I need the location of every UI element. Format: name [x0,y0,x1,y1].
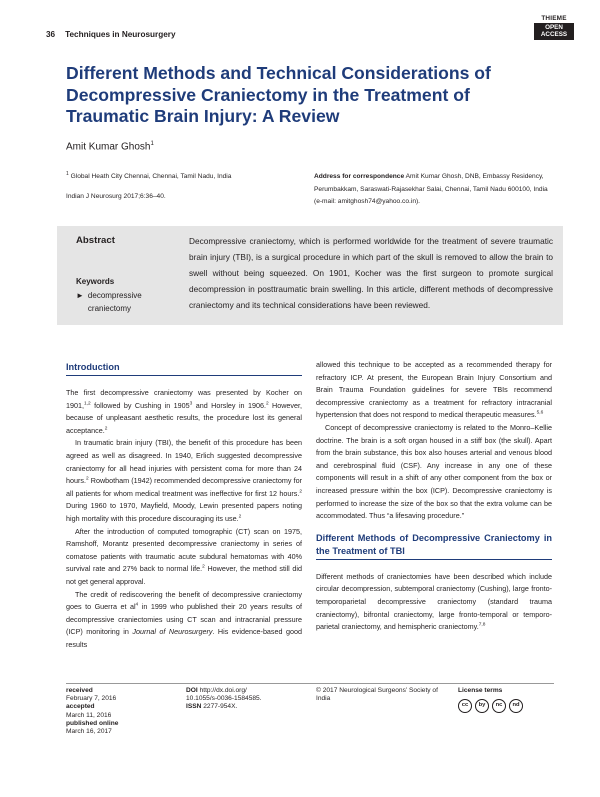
paragraph: In traumatic brain injury (TBI), the benefit of this procedure has been agreed as well as disagreed. In 1940, Erlich suggested decompressive craniectomy for all head injuries with persistent coma for more than 24 hours.$^2$ Rowbotham (1942) recommended decompressive craniectomy for all patients for whom medical treatment was ineffective for first 12 hours.$^2$ During 1960 to 1970, Mayfield, Moody, Lewin presented papers noting high mortality with this procedure discouraging its use.$^2$ [66,438,302,523]
paragraph: Different methods of craniectomies have been described which include circular decompression, subtemporal craniectomy (Cushing), large fronto-temporoparietal decompressive craniectomy (standard trauma craniectomy), bifrontal craniectomy, large fronto-temporal or temporo-parietal craniectomy, and hemispheric craniectomy.$^{7,8}$ [316,571,552,632]
article-title: Different Methods and Technical Considerations of Decompressive Craniectomy in the Treatment of Traumatic Brain Injury: A Review [66,63,491,126]
citation-line: Indian J Neurosurg 2017;6:36–40. [66,193,166,200]
body-column-left [66,361,302,651]
doi-link[interactable]: http://dx.doi.org/ [199,687,247,694]
by-icon: by [475,699,489,713]
paragraph: After the introduction of computed tomographic (CT) scan on 1975, Ramshoff, Morantz presented decompressive craniectomy in series of comatose patients with traumatic acute subdural hematomas with 40% survival rate and 27% back to normal life.$^2$ However, the method still did not get general approval. [66,526,302,586]
history-dates: received February 7, 2016 accepted March 11, 2016 published online March 16, 2017 [66,687,119,736]
running-header [46,30,176,39]
author-affiliation-marker: 1 [150,141,154,147]
section-heading-methods: Different Methods of Decompressive Craniectomy in the Treatment of TBI [316,532,552,560]
affiliation-marker: 1 [66,171,69,177]
nc-icon: nc [492,699,506,713]
publisher-logo [534,15,574,40]
open-access-badge: OPEN ACCESS [534,23,574,40]
nd-icon: nd [509,699,523,713]
keyword-item [76,290,176,315]
license-icons [458,699,554,713]
affiliation-text: Global Heath City Chennai, Chennai, Tamil Nadu, India [70,173,232,181]
paragraph: The first decompressive craniectomy was presented by Kocher on 1901,$^{1,2}$ followed by Cushing in 1905$^3$ and Horsley in 1906.$^2$ However, because of unpleasant aesthetic results, the procedure lost its general acceptance.$^2$ [66,388,302,435]
correspondence-text: Amit Kumar Ghosh, DNB, Embassy Residency, Perumbakkam, Saraswati-Rajasekhar Salai, Chennai, Tamil Nadu 600100, India (e-mail: amitghosh74@yahoo.co.in). [314,173,548,205]
keyword-text: decompressive craniectomy [87,291,142,313]
license-label: License terms [458,687,503,694]
paragraph: allowed this technique to be accepted as a recommended therapy for refractory ICP. At present, the European Brain Injury Consortium and Brain Trauma Foundation guidelines for severe TBIs recommend decompressive craniectomy as a treatment for refractory intracranial hypertension that does not respond to medical therapeutic measures.$^{5,6}$ [316,360,552,420]
abstract-heading: Abstract [76,235,115,246]
correspondence-label: Address for correspondence [314,173,405,180]
abstract-text: Decompressive craniectomy, which is performed worldwide for the treatment of severe traumatic brain injury (TBI), is a surgical procedure in which part of the skull is removed to allow the brain to swell without being squeezed. On 1901, Kocher was the first surgeon to promote surgical decompression in posttraumatic brain swelling. In this article, different methods of decompressive craniectomy and its technical considerations have been reviewed. [189,236,553,310]
keywords-heading: Keywords [76,277,115,286]
affiliation [66,170,296,181]
section-heading-introduction: Introduction [66,361,302,376]
license-block [458,687,554,713]
body-column-right [316,359,552,634]
author-line [66,141,154,152]
copyright-notice: © 2017 Neurological Surgeons’ Society of India [316,687,438,703]
cc-icon: cc [458,699,472,713]
paragraph: Concept of decompressive craniectomy is related to the Monro–Kellie doctrine. The brain is a soft organ housed in a stiff box (the skull). Apart from the brain substance, this box also houses arterial and venous blood and cerebrospinal fluid (CSF). Any increase in any one of these components will result in a shift of any other component from the box or increased pressure within the box (ICP). Decompressive craniectomy is performed to increase the size of the box so that the extra volume can be accommodated. Thus “a lifesaving procedure.” [316,422,552,521]
author-name: Amit Kumar Ghosh [66,141,151,153]
correspondence-block [314,171,556,209]
page-number: 36 [46,30,56,39]
keyword-arrow-icon: ► [76,291,84,300]
doi-issn-block: DOI http://dx.doi.org/ 10.1055/s-0036-1584585. ISSN 2277-954X. [186,687,262,711]
paragraph: The credit of rediscovering the benefit of decompressive craniectomy goes to Guerra et $al^4$ in 1999 who published their 20 years results of decompressive craniectomies using CT scan and intracranial pressure (ICP) monitoring in Journal of Neurosurgery. His evidence-based good results [66,589,302,649]
publisher-logo-text: THIEME [541,15,567,22]
footer-divider [66,683,554,684]
journal-name: Techniques in Neurosurgery [65,30,176,39]
